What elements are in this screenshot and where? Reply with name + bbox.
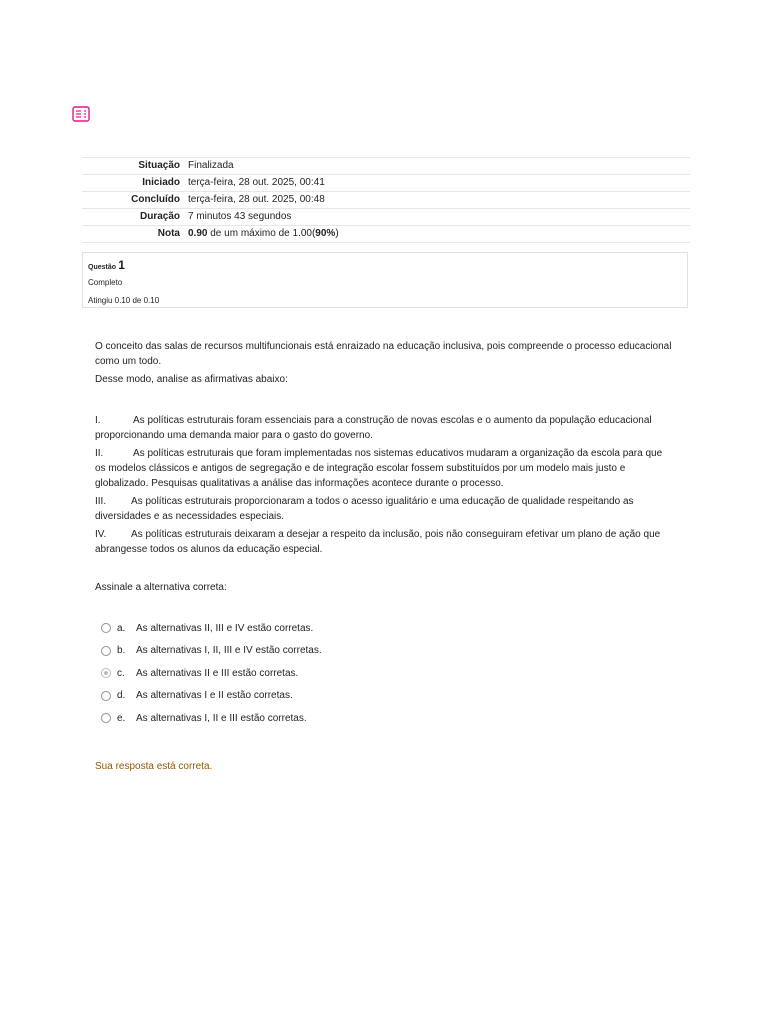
summary-value: terça-feira, 28 out. 2025, 00:48 [188,192,690,209]
answer-letter: b. [117,645,126,657]
summary-label: Iniciado [82,175,188,192]
question-instruction: Desse modo, analise as afirmativas abaixo: [95,374,288,385]
question-grade: Atingiu 0.10 de 0.10 [88,296,160,305]
summary-row-duration [82,209,690,226]
summary-row-status [82,158,690,175]
statement-number: III. [95,496,107,507]
summary-value: terça-feira, 28 out. 2025, 00:41 [188,175,690,192]
answer-option-c[interactable] [101,662,322,685]
statement-text: As políticas estruturais foram essenciais para a construção de novas escolas e o aumento da população educacional proporcionando uma demanda maior para o gasto do governo. [95,415,652,441]
quiz-icon [72,106,90,122]
feedback-text: Sua resposta está correta. [95,761,213,772]
answer-option-d[interactable] [101,685,322,708]
summary-value: 7 minutos 43 segundos [188,209,690,226]
grade-end: ) [335,228,339,239]
answer-text: As alternativas I e II estão corretas. [136,690,293,702]
grade-score: 0.90 [188,228,208,239]
question-info-panel [82,252,688,308]
question-label: Questão [88,264,117,271]
answer-text: As alternativas I, II, III e IV estão corretas. [136,645,322,657]
statement-text: As políticas estruturais que foram implementadas nos sistemas educativos mudaram a organização da escola para que os modelos clássicos e antigos de segregação e de integração escolar fossem substituídos por um modelo mais justo e globalizado. Pesquisas qualitativas a análise das informações acontece durante o processo. [95,448,663,489]
grade-percent: 90% [315,228,336,239]
answer-options [101,617,322,730]
statement-iii [95,494,675,524]
statement-text: As políticas estruturais proporcionaram a todos o acesso igualitário e uma educação de qualidade respeitando as diversidades e as necessidades especiais. [95,496,634,522]
quiz-summary-table [82,157,690,243]
statement-i [95,413,675,443]
question-prompt: Assinale a alternativa correta: [95,582,227,593]
radio-button[interactable] [101,646,111,656]
radio-button[interactable] [101,623,111,633]
statement-number: II. [95,448,104,459]
grade-middle: de um máximo de 1.00( [207,228,316,239]
statement-number: IV. [95,529,107,540]
statement-number: I. [95,415,101,426]
question-text [95,339,675,595]
answer-option-a[interactable] [101,617,322,640]
summary-label: Situação [82,158,188,175]
question-number [88,258,682,272]
summary-row-grade [82,226,690,243]
answer-letter: d. [117,690,126,702]
summary-row-started [82,175,690,192]
summary-grade-value [188,226,690,243]
question-intro: O conceito das salas de recursos multifuncionais está enraizado na educação inclusiva, pois compreende o processo educacional como um todo. [95,341,672,367]
summary-row-completed [82,192,690,209]
summary-value: Finalizada [188,158,690,175]
statement-text: As políticas estruturais deixaram a desejar a respeito da inclusão, pois não conseguiram efetivar um plano de ação que abrangesse todos os alunos da educação especial. [95,529,661,555]
question-state: Completo [88,278,123,287]
statement-ii [95,446,675,491]
answer-letter: e. [117,712,126,724]
radio-button[interactable] [101,691,111,701]
answer-option-e[interactable] [101,707,322,730]
summary-label: Concluído [82,192,188,209]
answer-option-b[interactable] [101,640,322,663]
radio-button-selected[interactable] [101,668,111,678]
answer-text: As alternativas II, III e IV estão corretas. [136,622,314,634]
answer-letter: c. [117,667,125,679]
summary-label: Nota [82,226,188,243]
answer-letter: a. [117,622,126,634]
answer-text: As alternativas II e III estão corretas. [136,667,299,679]
summary-label: Duração [82,209,188,226]
radio-button[interactable] [101,713,111,723]
question-number-value: 1 [118,258,125,272]
statement-iv [95,527,675,557]
answer-text: As alternativas I, II e III estão corretas. [136,712,307,724]
